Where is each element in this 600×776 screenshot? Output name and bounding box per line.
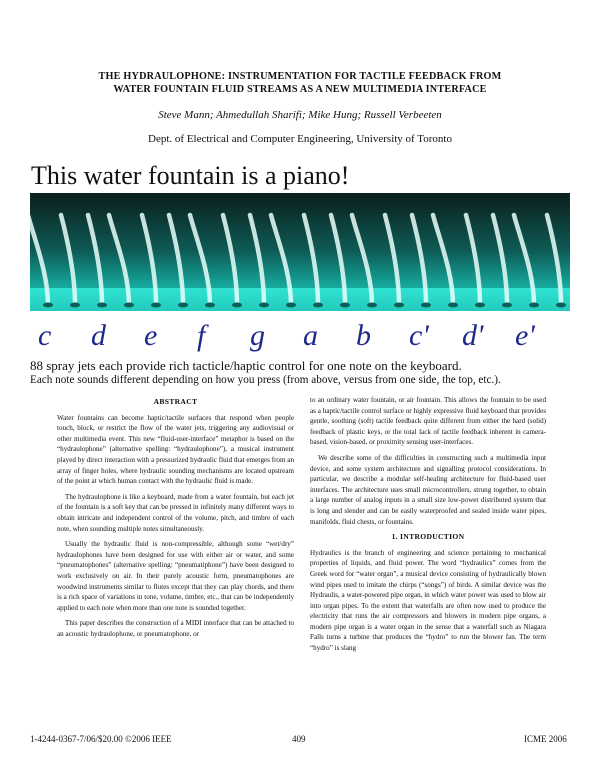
title-line-1: THE HYDRAULOPHONE: INSTRUMENTATION FOR TACTILE FEEDBACK FROM (98, 71, 502, 82)
left-column (57, 395, 294, 644)
abstract-paragraph: This paper describes the construction of a MIDI interface that can be attached to an acoustic hydraulophone, or pneumatophone, or (57, 619, 294, 638)
fountain-photo (30, 193, 570, 357)
fountain-illustration (30, 193, 570, 357)
jet-hole (97, 303, 107, 308)
jet-hole (394, 303, 404, 308)
figure-headline: This water fountain is a piano! (31, 161, 350, 190)
jet-hole (502, 303, 512, 308)
paper-title (40, 70, 560, 96)
figure-caption-line-2: Each note sounds different depending on how you press (from above, versus from one side, the top, etc.). (30, 374, 501, 386)
jet-hole (340, 303, 350, 308)
jet-hole (232, 303, 242, 308)
abstract-paragraph: The hydraulophone is like a keyboard, made from a water fountain, but each jet of the fountain is a soft key that can be pressed in infinitely many different ways to obtain intricate and independent control of the volume, pitch, and timbre of each note, when sounding multiple notes simultaneously. (57, 492, 294, 533)
jet-hole (448, 303, 458, 308)
jet-hole (475, 303, 485, 308)
jet-hole (205, 303, 215, 308)
note-label: c' (409, 319, 429, 352)
note-label: e (144, 319, 158, 352)
note-label: c (38, 319, 52, 352)
jet-hole (259, 303, 269, 308)
abstract-heading: ABSTRACT (153, 397, 198, 406)
footer-conference: ICME 2006 (524, 734, 567, 744)
affiliation: Dept. of Electrical and Computer Engineering, University of Toronto (148, 133, 452, 145)
authors: Steve Mann; Ahmedullah Sharifi; Mike Hung; Russell Verbeeten (158, 109, 442, 121)
abstract-paragraph: to an ordinary water fountain, or air fountain. This allows the fountain to be used as a haptic/tactile control surface or highly expressive fluid keyboard that provides gentle, soothing (soft) tactile feedback quite different from either the hard (solid) feedback of plastic keys, or the total lack of tactile feedback inherent in camera-based, vision-based, or proximity sensing user-interfaces. (310, 396, 546, 447)
jet-hole (529, 303, 539, 308)
note-label: e' (515, 319, 535, 352)
right-column (310, 395, 546, 659)
jet-hole (286, 303, 296, 308)
page-number: 409 (292, 734, 306, 744)
introduction-paragraph: Hydraulics is the branch of engineering and science pertaining to mechanical properties of liquids, and fluid power. The word “hydraulics” comes from the Greek word for “water organ”, a musical device consisting of hydraulically blown wind pipes used to imitate the chirps (“songs”) of birds. A similar device was the Hydraulis, a water-powered pipe organ, in which water power was used to blow air into organ pipes. To the extent that waterfalls are often now used to produce the electricity that runs the air compressors and blowers in modern pipe organs, a modern pipe organ is a water organ in the sense that a waterfall such as Niagara Falls turns a turbine that produces the “hydro” to run the blower fan. The term “hydro” is slang (310, 548, 546, 653)
abstract-paragraph: Water fountains can become haptic/tactile surfaces that respond when people touch, block, or restrict the flow of the water jets, triggering any audiovisual or other multimedia event. This new “fluid-user-interface” metaphor is based on the “hydraulophone” (alternative spelling: “hydraulophone”), a musical instrument played by direct interaction with a pressurized hydraulic fluid that emerges from an array of finger holes, where hydraulic sounding mechanisms are located upstream of the point at which human contact with the hydraulic fluid is made. (57, 413, 294, 486)
footer-copyright: 1-4244-0367-7/06/$20.00 ©2006 IEEE (30, 734, 172, 744)
jet-hole (556, 303, 566, 308)
note-label: b (356, 319, 371, 352)
note-label: d (91, 319, 106, 352)
note-label: f (197, 319, 206, 352)
jet-hole (151, 303, 161, 308)
jet-hole (421, 303, 431, 308)
note-label: g (250, 319, 265, 352)
jet-hole (313, 303, 323, 308)
note-label-strip (30, 311, 570, 357)
jet-hole (43, 303, 53, 308)
introduction-heading: 1. INTRODUCTION (391, 532, 465, 542)
note-label: d' (462, 319, 484, 352)
title-line-2: WATER FOUNTAIN FLUID STREAMS AS A NEW MULTIMEDIA INTERFACE (113, 84, 487, 95)
abstract-paragraph: Usually the hydraulic fluid is non-compressible, although some “wet/dry” hydraulophones have been designed for use with either air or water, and some “pneumatophones” (alternative spelling: “pneumatiphone”) have been designed to work exclusively on air. In their purely acoustic form, pneumatophones are woodwind instruments similar to flutes except that they can play chords, and there is a rich space of variations in tone, volume, timbre, etc., that can be independently applied to each note when more than one note is sounded together. (57, 540, 294, 612)
jet-hole (178, 303, 188, 308)
jet-hole (124, 303, 134, 308)
abstract-paragraph: We describe some of the difficulties in constructing such a multimedia input device, and some system architecture and signalling protocol considerations. In particular, we describe a modular self-healing architecture for fluid-based user interfaces. The architecture uses small microcontrollers, strung together, to obtain a large number of analog inputs in a small size low-power distributed system that is long and slender and can be easily waterproofed and sealed inside water pipes, manifolds, fluid chests, or fountains. (310, 453, 546, 526)
note-label: a (303, 319, 318, 352)
figure-caption-line-1: 88 spray jets each provide rich tacticle/haptic control for one note on the keyboard. (30, 358, 462, 373)
jet-hole (367, 303, 377, 308)
jet-hole (70, 303, 80, 308)
